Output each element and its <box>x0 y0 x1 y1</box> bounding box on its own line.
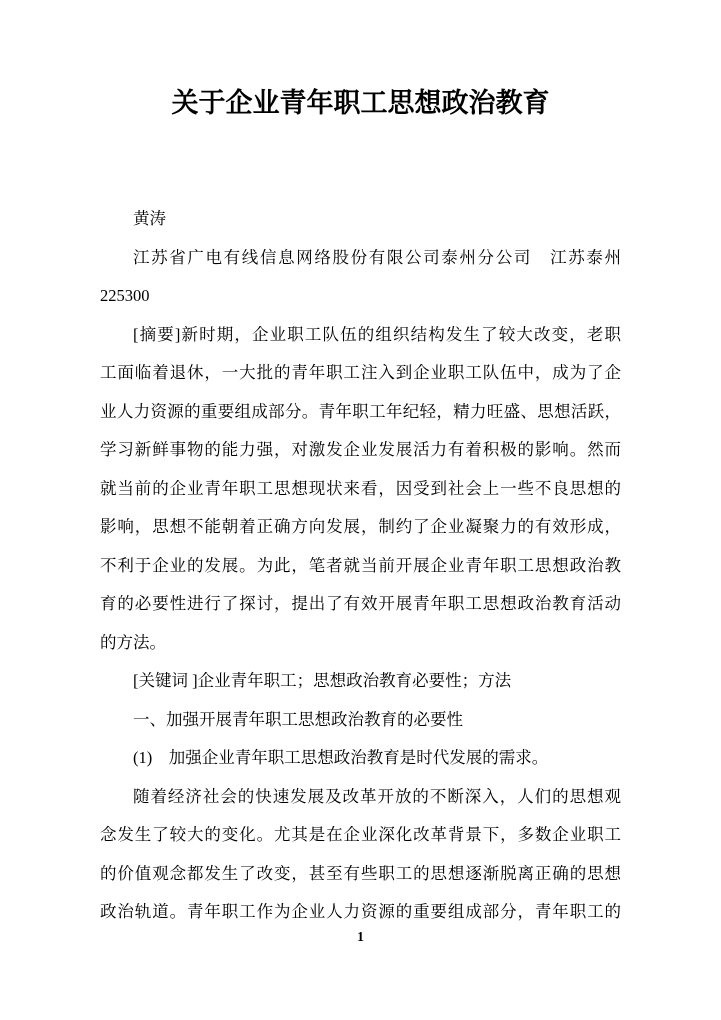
text-line: (1) 加强企业青年职工思想政治教育是时代发展的需求。 <box>133 748 549 767</box>
text-line: 一、加强开展青年职工思想政治教育的必要性 <box>133 709 463 729</box>
text-line: 225300 <box>100 286 150 305</box>
text-line: 就当前的企业青年职工思想现状来看，因受到社会上一些不良思想的 <box>100 478 621 498</box>
text-line: 江苏省广电有线信息网络股份有限公司泰州分公司 江苏泰州 <box>133 247 621 267</box>
text-line: [关键词 ]企业青年职工；思想政治教育必要性；方法 <box>133 671 512 690</box>
text-line: 不利于企业的发展。为此，笔者就当前开展企业青年职工思想政治教 <box>100 555 621 575</box>
text-line: 随着经济社会的快速发展及改革开放的不断深入，人们的思想观 <box>133 786 621 806</box>
text-line: [摘要]新时期，企业职工队伍的组织结构发生了较大改变，老职 <box>133 324 621 344</box>
document-body <box>100 200 621 932</box>
text-line: 念发生了较大的变化。尤其是在企业深化改革背景下，多数企业职工 <box>100 825 621 844</box>
text-line: 影响，思想不能朝着正确方向发展，制约了企业凝聚力的有效形成， <box>100 517 621 536</box>
text-line: 黄涛 <box>133 209 166 228</box>
text-line: 的价值观念都发生了改变，甚至有些职工的思想逐渐脱离正确的思想 <box>100 863 621 883</box>
text-line: 育的必要性进行了探讨，提出了有效开展青年职工思想政治教育活动 <box>100 594 621 613</box>
text-line: 工面临着退休，一大批的青年职工注入到企业职工队伍中，成为了企 <box>100 363 621 382</box>
text-line: 的方法。 <box>100 632 166 652</box>
text-line: 政治轨道。青年职工作为企业人力资源的重要组成部分，青年职工的 <box>100 902 621 921</box>
text-line: 学习新鲜事物的能力强，对激发企业发展活力有着积极的影响。然而 <box>100 440 621 459</box>
page-number: 1 <box>357 929 364 944</box>
document-title: 关于企业青年职工思想政治教育 <box>171 88 550 118</box>
text-line: 业人力资源的重要组成部分。青年职工年纪轻，精力旺盛、思想活跃， <box>100 401 621 421</box>
